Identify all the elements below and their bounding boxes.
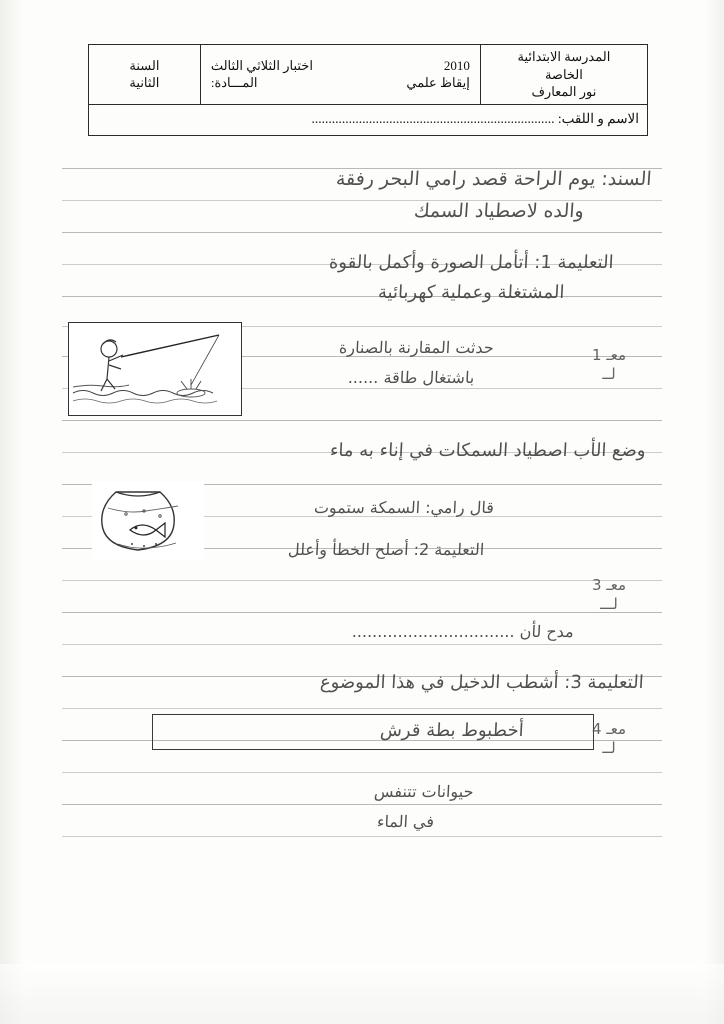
task-2-line-3: التعليمة 2: أصلح الخطأ وأعلل	[287, 540, 485, 559]
support-text-line-2: والده لاصطياد السمك	[413, 200, 585, 222]
exam-cell	[200, 45, 480, 105]
task-4-answer-box	[152, 714, 594, 750]
rule-line	[62, 420, 662, 421]
fisherman-drawing	[69, 323, 239, 413]
task-3-mark	[592, 576, 626, 614]
task-4-mark	[592, 720, 626, 758]
school-cell	[480, 45, 647, 105]
task-1-submark-value: لــ	[602, 364, 616, 383]
task-3-submark-value: لـــ	[600, 594, 618, 613]
header-table	[88, 44, 648, 136]
task-3-line-2: التعليمة 3: أشطب الدخيل في هذا الموضوع	[319, 672, 645, 693]
rule-line	[62, 772, 662, 773]
exam-subject-label: المـــادة:	[210, 75, 258, 91]
rule-line	[62, 296, 662, 297]
name-field-dots: ........................................................................	[311, 110, 555, 126]
name-field-cell[interactable]	[89, 104, 648, 135]
task-1-mark	[592, 346, 626, 384]
rule-line	[62, 836, 662, 837]
task-1-line-4: باشتغال طاقة ......	[347, 368, 475, 387]
rule-line	[62, 708, 662, 709]
scan-edge-left	[0, 0, 26, 1024]
task-3-line-1: مدح لأن ................................	[351, 622, 575, 641]
task-4-line-1: حيوانات تتنفس	[373, 782, 475, 801]
exam-label: اختبار الثلاثي الثالث	[210, 57, 313, 73]
year-label: السنة	[129, 57, 160, 73]
support-text-line-1: السند: يوم الراحة قصد رامي البحر رفقة	[335, 168, 653, 190]
header-row-main	[89, 45, 648, 105]
school-line-2: الخاصة	[544, 66, 583, 82]
header-row-name	[89, 104, 648, 135]
fisherman-figure	[68, 322, 242, 416]
task-4-line-2: في الماء	[376, 812, 435, 831]
task-4-boxed-line: أخطبوط بطة قرش	[379, 720, 525, 741]
task-1-line-1: التعليمة 1: أتأمل الصورة وأكمل بالقوة	[328, 252, 615, 273]
task-1-mark-value: معـ 1	[592, 346, 626, 364]
scan-edge-right	[702, 0, 724, 1024]
exam-subject-value: إيقاظ علمي	[406, 75, 470, 91]
exam-subject-row	[207, 74, 474, 92]
task-2-line-1: وضع الأب اصطياد السمكات في إناء به ماء	[329, 440, 647, 461]
task-3-mark-value: معـ 3	[592, 576, 626, 594]
name-field-label: الاسم و اللقب:	[557, 110, 639, 126]
scan-edge-bottom	[0, 964, 724, 1024]
rule-line	[62, 580, 662, 581]
task-4-mark-value: معـ 4	[592, 720, 626, 738]
rule-line	[62, 232, 662, 233]
rule-line	[62, 612, 662, 613]
fishbowl-figure	[92, 482, 204, 560]
task-1-line-3: حدثت المقارنة بالصنارة	[338, 338, 495, 357]
school-line-1: المدرسة الابتدائية	[517, 49, 611, 64]
year-value: الثانية	[129, 75, 160, 91]
school-line-3: نور المعارف	[531, 84, 597, 100]
exam-year: 2010	[443, 57, 470, 73]
task-4-submark-value: لــ	[602, 738, 616, 757]
rule-line	[62, 644, 662, 645]
rule-line	[62, 804, 662, 805]
year-cell	[89, 45, 201, 105]
task-1-line-2: المشتغلة وعملية كهربائية	[377, 282, 565, 303]
exam-title-row	[207, 57, 474, 75]
fishbowl-drawing	[92, 482, 204, 560]
task-2-line-2: قال رامي: السمكة ستموت	[313, 498, 495, 517]
